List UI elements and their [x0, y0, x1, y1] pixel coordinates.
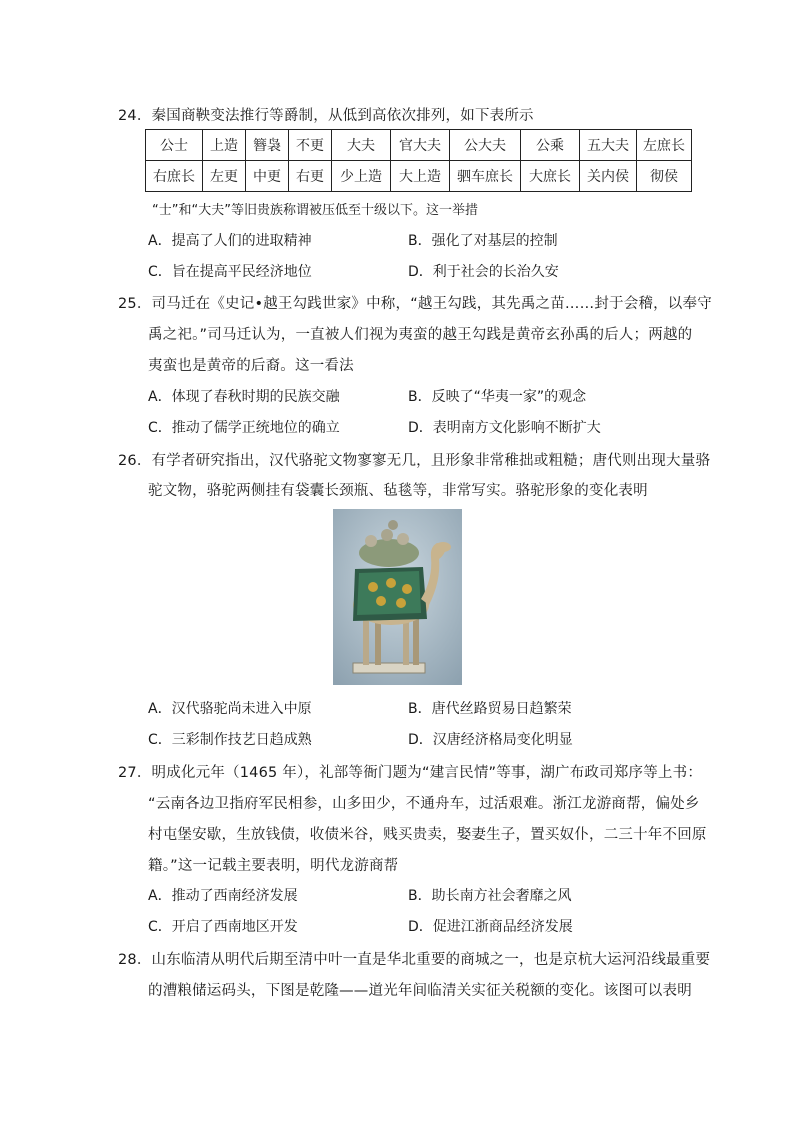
q24-option-a[interactable]: A．提高了人们的进取精神 — [148, 233, 312, 249]
q24-option-b[interactable]: B．强化了对基层的控制 — [408, 233, 558, 249]
q25-option-a[interactable]: A．体现了春秋时期的民族交融 — [148, 389, 340, 405]
q28-line-1: 28．山东临清从明代后期至清中叶一直是华北重要的商城之一，也是京杭大运河沿线最重要 — [118, 952, 711, 968]
table-cell: 上造 — [203, 130, 246, 161]
table-row — [146, 130, 692, 161]
table-cell: 左庶长 — [637, 130, 692, 161]
q27-option-b[interactable]: B．助长南方社会奢靡之风 — [408, 888, 572, 904]
table-cell: 公士 — [146, 130, 203, 161]
q26-option-d[interactable]: D．汉唐经济格局变化明显 — [408, 732, 573, 748]
table-cell: 大庶长 — [521, 161, 580, 192]
q27-option-c[interactable]: C．开启了西南地区开发 — [148, 919, 298, 935]
q27-option-a[interactable]: A．推动了西南经济发展 — [148, 888, 298, 904]
table-cell: 右更 — [289, 161, 332, 192]
table-cell: 大夫 — [332, 130, 391, 161]
table-cell: 不更 — [289, 130, 332, 161]
q24-option-c[interactable]: C．旨在提高平民经济地位 — [148, 264, 312, 280]
table-cell: 中更 — [246, 161, 289, 192]
table-cell: 右庶长 — [146, 161, 203, 192]
tang-camel-image — [333, 509, 462, 685]
table-cell: 公大夫 — [450, 130, 521, 161]
q27-line-3: 村屯堡安歇，生放钱债，收债米谷，贱买贵卖，娶妻生子，置买奴仆，二三十年不回原 — [148, 827, 707, 843]
q25-line-1: 25．司马迁在《史记•越王勾践世家》中称，“越王勾践，其先禹之苗……封于会稽，以奉守 — [118, 296, 712, 312]
q26-option-a[interactable]: A．汉代骆驼尚未进入中原 — [148, 701, 312, 717]
rank-table — [145, 129, 692, 192]
q24-option-d[interactable]: D．利于社会的长治久安 — [408, 264, 559, 280]
table-cell: 左更 — [203, 161, 246, 192]
table-cell: 官大夫 — [391, 130, 450, 161]
table-cell: 簪袅 — [246, 130, 289, 161]
q25-line-2: 禹之祀。”司马迁认为，一直被人们视为夷蛮的越王勾践是黄帝玄孙禹的后人；两越的 — [148, 327, 693, 343]
q27-line-1: 27．明成化元年（1465 年），礼部等衙门题为“建言民情”等事，湖广布政司郑序等上书： — [118, 765, 703, 781]
q28-line-2: 的漕粮储运码头，下图是乾隆——道光年间临清关实征关税额的变化。该图可以表明 — [148, 983, 692, 999]
q27-option-d[interactable]: D．促进江浙商品经济发展 — [408, 919, 573, 935]
q27-line-2: “云南各边卫指府军民相参，山多田少，不通舟车，过活艰难。浙江龙游商帮，偏处乡 — [148, 796, 700, 812]
q25-option-d[interactable]: D．表明南方文化影响不断扩大 — [408, 420, 601, 436]
table-cell: 五大夫 — [580, 130, 637, 161]
q27-line-4: 籍。”这一记载主要表明，明代龙游商帮 — [148, 858, 399, 874]
q24-stem: 24．秦国商鞅变法推行等爵制，从低到高依次排列，如下表所示 — [118, 108, 534, 124]
q25-option-c[interactable]: C．推动了儒学正统地位的确立 — [148, 420, 340, 436]
table-cell: 少上造 — [332, 161, 391, 192]
table-cell: 彻侯 — [637, 161, 692, 192]
q26-option-b[interactable]: B．唐代丝路贸易日趋繁荣 — [408, 701, 572, 717]
q26-line-2: 驼文物，骆驼两侧挂有袋囊长颈瓶、毡毯等，非常写实。骆驼形象的变化表明 — [148, 483, 648, 499]
table-cell: 大上造 — [391, 161, 450, 192]
table-cell: 关内侯 — [580, 161, 637, 192]
q25-line-3: 夷蛮也是黄帝的后裔。这一看法 — [148, 358, 354, 374]
table-cell: 公乘 — [521, 130, 580, 161]
table-row — [146, 161, 692, 192]
q24-note: “士”和“大夫”等旧贵族称谓被压低至十级以下。这一举措 — [152, 203, 478, 218]
table-cell: 驷车庶长 — [450, 161, 521, 192]
q25-option-b[interactable]: B．反映了“华夷一家”的观念 — [408, 389, 587, 405]
q26-line-1: 26．有学者研究指出，汉代骆驼文物寥寥无几，且形象非常稚拙或粗糙；唐代则出现大量骆 — [118, 453, 711, 469]
q26-option-c[interactable]: C．三彩制作技艺日趋成熟 — [148, 732, 312, 748]
